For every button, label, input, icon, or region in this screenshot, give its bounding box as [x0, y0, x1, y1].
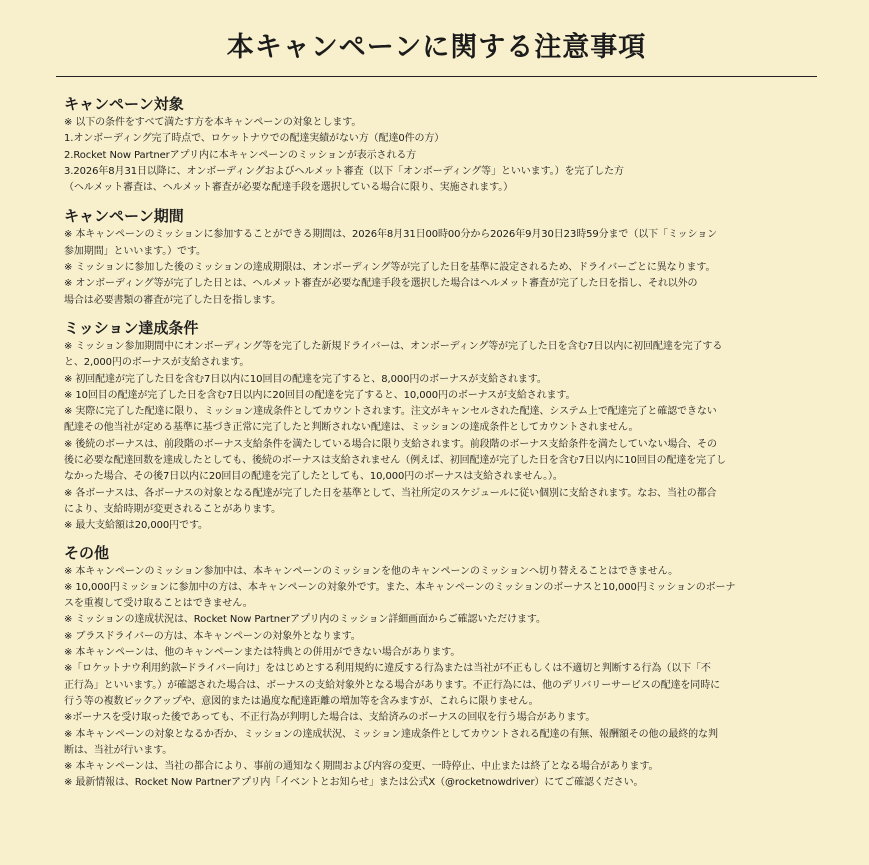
text-line: ※ ミッションに参加した後のミッションの達成期限は、オンボーディング等が完了した日を基準に設定されるため、ドライバーごとに異なります。: [64, 262, 716, 274]
section-heading: キャンペーン対象: [64, 95, 184, 113]
text-line: ※ 以下の条件をすべて満たす方を本キャンペーンの対象とします。: [64, 117, 362, 128]
text-line: 場合は必要書類の審査が完了した日を指します。: [64, 294, 281, 306]
text-line: ※ 各ボーナスは、各ボーナスの対象となる配達が完了した日を基準として、当社所定のスケジュールに従い個別に支給されます。なお、当社の都合: [64, 487, 717, 499]
text-line: 行う等の複数ピックアップや、意図的または過度な配達距離の増加等を含みますが、これらに限りません。: [64, 695, 539, 707]
text-line: 3.2026年8月31日以降に、オンボーディングおよびヘルメット審査（以下「オンボーディング等」といいます。）を完了した方: [64, 165, 624, 177]
text-line: 1.オンボーディング完了時点で、ロケットナウでの配達実績がない方（配達0件の方）: [64, 133, 445, 145]
text-line: ※ ミッション参加期間中にオンボーディング等を完了した新規ドライバーは、オンボーディング等が完了した日を含む7日以内に初回配達を完了する: [64, 340, 723, 352]
text-line: ※ 初回配達が完了した日を含む7日以内に10回目の配達を完了すると、8,000円のボーナスが支給されます。: [64, 373, 547, 385]
text-line: ※ 本キャンペーンのミッションに参加することができる期間は、2026年8月31日00時00分から2026年9月30日23時59分まで（以下「ミッション: [64, 229, 718, 241]
text-line: スを重複して受け取ることはできません。: [64, 598, 253, 610]
text-line: 参加期間」といいます。）です。: [64, 245, 206, 257]
section-mission-conditions: [64, 317, 809, 535]
text-line: ※ 10回目の配達が完了した日を含む7日以内に20回目の配達を完了すると、10,000円のボーナスが支給されます。: [64, 389, 576, 401]
text-line: なかった場合、その後7日以内に20回目の配達を完了したとしても、10,000円のボーナスは支給されません。）。: [64, 471, 563, 483]
section-body: [64, 227, 809, 308]
text-line: と、2,000円のボーナスが支給されます。: [64, 357, 250, 369]
section-campaign-target: [64, 93, 809, 196]
section-heading: キャンペーン期間: [64, 207, 184, 226]
section-other: [64, 542, 809, 792]
text-line: （ヘルメット審査は、ヘルメット審査が必要な配達手段を選択している場合に限り、実施されます。）: [64, 182, 513, 194]
text-line: 正行為」といいます。）が確認された場合は、ボーナスの支給対象外となる場合があります。不正行為には、他のデリバリーサービスの配達を同時に: [64, 679, 720, 691]
text-line: 2.Rocket Now Partnerアプリ内に本キャンペーンのミッションが表示される方: [64, 149, 417, 161]
text-line: ※ 後続のボーナスは、前段階のボーナス支給条件を満たしている場合に限り支給されます。前段階のボーナス支給条件を満たしていない場合、その: [64, 438, 717, 450]
title-divider: [56, 76, 817, 77]
page-title: 本キャンペーンに関する注意事項: [226, 32, 647, 63]
section-body: [64, 115, 809, 196]
text-line: により、支給時期が変更されることがあります。: [64, 503, 281, 515]
section-heading: ミッション達成条件: [64, 318, 199, 337]
text-line: ※ 本キャンペーンは、当社の都合により、事前の通知なく期間および内容の変更、一時停止、中止または終了となる場合があります。: [64, 761, 659, 773]
text-line: 後に必要な配達回数を達成したとしても、後続のボーナスは支給されません（例えば、初回配達が完了した日を含む7日以内に10回目の配達を完了し: [64, 455, 726, 467]
text-line: ※ オンボーディング等が完了した日とは、ヘルメット審査が必要な配達手段を選択した場合はヘルメット審査が完了した日を指し、それ以外の: [64, 278, 698, 290]
text-line: 断は、当社が行います。: [64, 744, 173, 756]
text-line: ※ 本キャンペーンの対象となるか否か、ミッションの達成状況、ミッション達成条件としてカウントされる配達の有無、報酬額その他の最終的な判: [64, 728, 718, 740]
section-body: [64, 339, 809, 535]
text-line: 配達その他当社が定める基準に基づき正常に完了したと判断されない配達は、ミッションの達成条件としてカウントされません。: [64, 422, 639, 434]
text-line: ※「ロケットナウ利用約款─ドライバー向け」をはじめとする利用規約に違反する行為または当社が不正もしくは不適切と判断する行為（以下「不: [64, 663, 711, 675]
section-heading: その他: [64, 543, 110, 562]
section-campaign-period: [64, 205, 809, 308]
text-line: ※ 10,000円ミッションに参加中の方は、本キャンペーンの対象外です。また、本キャンペーンのミッションのボーナスと10,000円ミッションのボーナ: [64, 581, 736, 593]
text-line: ※ボーナスを受け取った後であっても、不正行為が判明した場合は、支給済みのボーナスの回収を行う場合があります。: [64, 712, 596, 724]
section-body: [64, 564, 809, 792]
text-line: ※ 実際に完了した配達に限り、ミッション達成条件としてカウントされます。注文がキャンセルされた配達、システム上で配達完了と確認できない: [64, 406, 717, 418]
text-line: ※ 最大支給額は20,000円です。: [64, 520, 208, 532]
text-line: ※ 本キャンペーンのミッション参加中は、本キャンペーンのミッションを他のキャンペーンのミッションへ切り替えることはできません。: [64, 565, 679, 577]
text-line: ※ ミッションの達成状況は、Rocket Now Partnerアプリ内のミッション詳細画面からご確認いただけます。: [64, 614, 546, 626]
text-line: ※ 最新情報は、Rocket Now Partnerアプリ内「イベントとお知らせ」または公式X（@rocketnowdriver）にてご確認ください。: [64, 777, 644, 789]
text-line: ※ 本キャンペーンは、他のキャンペーンまたは特典との併用ができない場合があります。: [64, 647, 461, 659]
text-line: ※ ブラスドライバーの方は、本キャンペーンの対象外となります。: [64, 630, 361, 642]
